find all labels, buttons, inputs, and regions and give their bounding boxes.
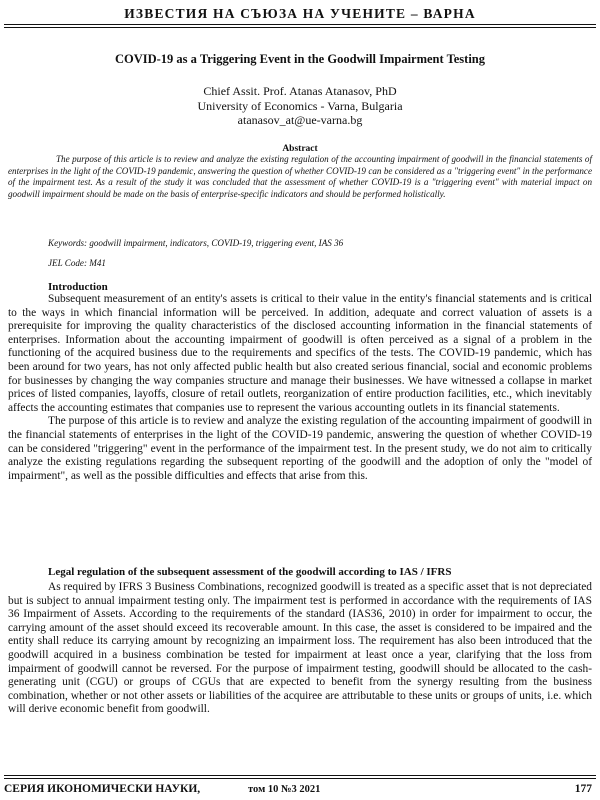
header-rule bbox=[4, 24, 596, 25]
introduction-heading: Introduction bbox=[48, 281, 108, 293]
footer-rule bbox=[4, 778, 596, 779]
legal-regulation-body bbox=[8, 581, 592, 717]
introduction-body bbox=[8, 293, 592, 483]
header-rule-thin bbox=[4, 27, 596, 28]
author-name: Chief Assit. Prof. Atanas Atanasov, PhD bbox=[203, 84, 397, 98]
footer-series: СЕРИЯ ИКОНОМИЧЕСКИ НАУКИ, bbox=[4, 783, 201, 795]
footer-rule-thin bbox=[4, 775, 596, 776]
journal-header: ИЗВЕСТИЯ НА СЪЮЗА НА УЧЕНИТЕ – ВАРНА bbox=[124, 6, 476, 21]
abstract-heading: Abstract bbox=[282, 144, 318, 154]
intro-paragraph-1: Subsequent measurement of an entity's assets is critical to their value in the entity's financial statements and is critical to the ways in which financial information will be perceived. In addition, adequate and correct valuation of assets is a prerequisite for improving the quality characteristics of the disclosed accounting information in the financial statements of enterprises. Information about the accounting impairment of goodwill is often perceived as a signal of a problem in the functioning of the acquired business due to the requirements and specifics of the tests. The COVID-19 pandemic, which has been around for two years, has not only affected public health but also created serious financial, social and economic problems for businesses by changing the way companies structure and manage their businesses. We have witnessed a collapse in market prices of listed companies, layoffs, closure of retail outlets, reorganization of entire production facilities, etc., which inevitably affects the accounting estimates that companies use to represent the various accounting outlets in its financial statements. bbox=[8, 293, 592, 414]
paper-title: COVID-19 as a Triggering Event in the Goodwill Impairment Testing bbox=[114, 52, 486, 66]
footer-volume: том 10 №3 2021 bbox=[248, 784, 321, 795]
abstract-text: The purpose of this article is to review and analyze the existing regulation of the accounting impairment of goodwill in the financial statements of enterprises in the light of the COVID-19 pandemic, answering the question of whether COVID-19 can be considered as a "triggering event" in the performance of the impairment test. As a result of the study it was concluded that the assessment of whether COVID-19 is a "triggering event" with material impact on goodwill impairment should be made on the basis of enterprise-specific indicators and should be performed holistically. bbox=[8, 154, 592, 199]
keywords: Keywords: goodwill impairment, indicators, COVID-19, triggering event, IAS 36 bbox=[48, 238, 344, 248]
author-affiliation: University of Economics - Varna, Bulgaria bbox=[197, 98, 403, 113]
page-number: 177 bbox=[574, 783, 592, 795]
author-email: atanasov_at@ue-varna.bg bbox=[237, 113, 363, 127]
jel-code: JEL Code: M41 bbox=[48, 258, 106, 268]
legal-regulation-heading: Legal regulation of the subsequent assessment of the goodwill according to IAS / IFRS bbox=[48, 566, 452, 578]
author-block bbox=[0, 84, 600, 128]
legal-paragraph-1: As required by IFRS 3 Business Combinations, recognized goodwill is treated as a specific asset that is not depreciated but is subject to annual impairment testing only. The impairment test is performed in accordance with the requirements of IAS 36 Impairment of Assets. According to the requirements of the standard (IAS36, 2010) in order for impairment to occur, the carrying amount of the asset should exceed its recoverable amount. In this case, the asset is considered to be impaired and the entity shall reduce its carrying amount by recognizing an impairment loss. The requirement has also been introduced that the goodwill acquired in a business combination be tested for impairment at least once a year, clarifying that the loss from impairment of goodwill cannot be reversed. For the purpose of impairment testing, goodwill should be allocated to the cash-generating unit (CGU) or groups of CGUs that are expected to benefit from the synergy resulting from the business combination, whether or not other assets or liabilities of the acquiree are attributable to these units or groups of units, i.e. which will derive economic benefit from goodwill. bbox=[8, 581, 592, 716]
intro-paragraph-2: The purpose of this article is to review and analyze the existing regulation of the accounting impairment of goodwill in the financial statements of enterprises in the light of the COVID-19 pandemic, answering the question of whether COVID-19 can be considered "triggering" event in the performance of the impairment test. In the present study, we do not aim to critically analyze the existing regulations regarding the subsequent reporting of the goodwill and the adoption of only the "model of impairment", as well as the possible difficulties and effects that arise from this. bbox=[8, 415, 592, 482]
